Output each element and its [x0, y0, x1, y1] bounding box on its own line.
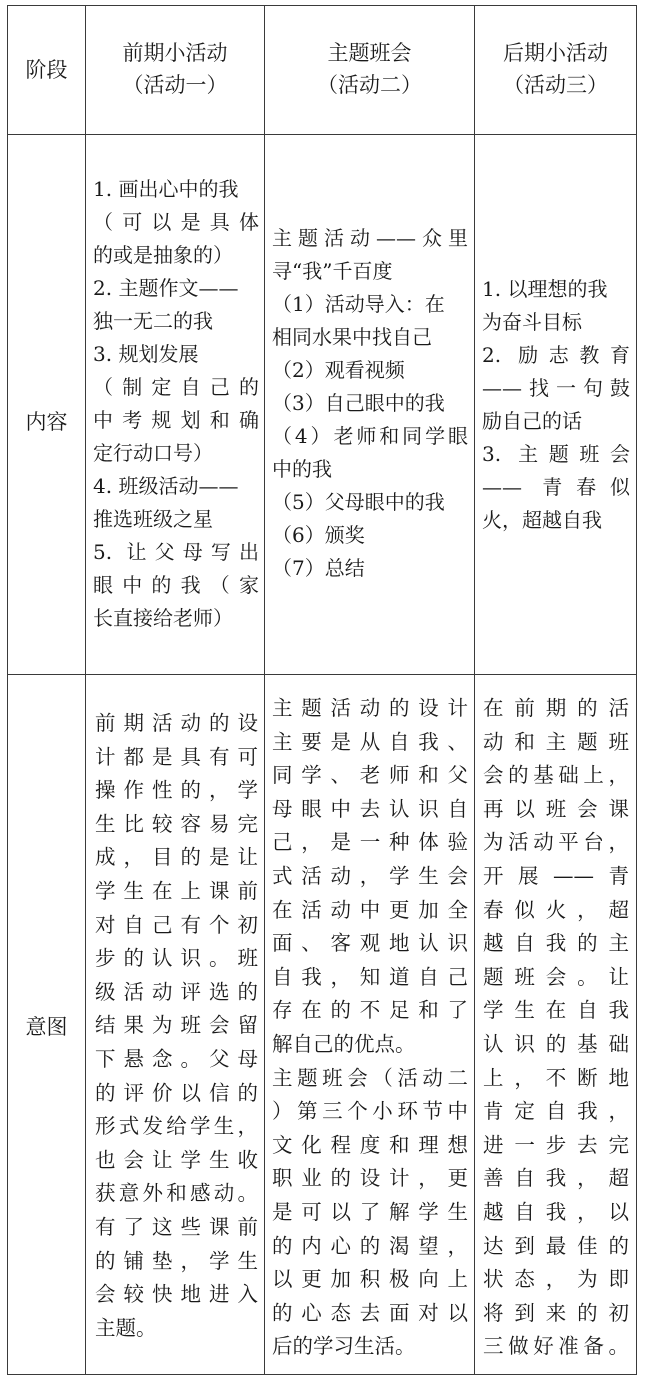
paragraph-line: 在活动中更加全 [272, 897, 468, 922]
paragraph-line: 结果为班会留 [95, 1013, 258, 1038]
paragraph-line: 将到来的初 [483, 1300, 629, 1325]
header-activity-three [475, 37, 636, 101]
paragraph-line: 学生在自我 [483, 998, 629, 1023]
table-divider-3 [474, 5, 475, 1375]
list-item: 独一无二的我 [93, 309, 213, 333]
paragraph-line: 同学、老师和父 [272, 763, 468, 788]
list-item: （4）老师和同学眼 [272, 424, 468, 448]
paragraph-line: 自我，知道自己 [272, 964, 468, 989]
content-row-label-text: 内容 [25, 410, 68, 434]
paragraph-line: 题班会。让 [483, 964, 629, 989]
paragraph-line: 面、客观地认识 [272, 931, 468, 956]
header-stage [8, 54, 85, 86]
list-item: 中考规划和确 [93, 408, 259, 432]
paragraph-line: 进一步去完 [483, 1132, 629, 1157]
list-item: 中的我 [272, 457, 332, 481]
table-border-right [636, 5, 637, 1375]
header-activity-two [265, 37, 474, 101]
paragraph-line: 形式发给学生， [95, 1114, 258, 1139]
paragraph-line: 为活动平台， [483, 830, 629, 855]
list-item: 励自己的话 [482, 409, 582, 433]
paragraph-line: 主题活动的设计 [272, 696, 468, 720]
paragraph-line: 肯定自我， [483, 1099, 629, 1124]
list-item: 2. 励志教育 [482, 343, 630, 367]
header-activity-one-sub: （活动一） [122, 73, 228, 97]
paragraph-line: 成，目的是让 [95, 845, 258, 870]
intent-row-label [8, 1011, 85, 1043]
list-item: （3）自己眼中的我 [272, 391, 445, 415]
paragraph-line: 后的学习生活。 [272, 1334, 416, 1359]
list-item: ——找一句鼓 [482, 376, 630, 400]
header-activity-one [86, 37, 264, 101]
paragraph-line: 己，是一种体验 [272, 830, 468, 855]
paragraph-line: 是可以了解学生 [272, 1199, 468, 1224]
paragraph-line: 的心态去面对以 [272, 1300, 468, 1325]
list-item: 的或是抽象的） [93, 243, 233, 267]
header-stage-text: 阶段 [25, 58, 68, 82]
list-item: （1）活动导入：在 [272, 292, 445, 316]
paragraph-line: 职业的设计，更 [272, 1166, 468, 1191]
table-divider-1 [85, 5, 86, 1375]
list-item: 主题活动——众里 [272, 226, 468, 250]
paragraph-line: 母眼中去认识自 [272, 796, 468, 821]
list-item: （5）父母眼中的我 [272, 490, 445, 514]
intent-activity-two [272, 692, 468, 1364]
paragraph-line: 上，不断地 [483, 1065, 629, 1090]
paragraph-line: 有了这些课前 [95, 1214, 258, 1239]
list-item: 4. 班级活动—— [93, 474, 239, 498]
paragraph-line: 状态，为即 [483, 1267, 629, 1292]
paragraph-line: 越自我的主 [483, 931, 629, 956]
paragraph-line: 达到最佳的 [483, 1233, 629, 1258]
paragraph-line: 主题。 [95, 1315, 157, 1340]
paragraph-line: 对自己有个初 [95, 912, 258, 937]
paragraph-line: 三做好准备。 [483, 1334, 629, 1359]
list-item: （制定自己的 [93, 375, 259, 399]
list-item: （2）观看视频 [272, 358, 405, 382]
paragraph-line: 操作性的，学 [95, 778, 258, 803]
paragraph-line: 存在的不足和了 [272, 998, 468, 1023]
paragraph-line: 以更加积极向上 [272, 1267, 468, 1292]
paragraph-line: 下悬念。父母 [95, 1046, 258, 1071]
list-item: 寻“我”千百度 [272, 259, 393, 283]
table-border-bottom [7, 1374, 637, 1375]
paragraph-line: 认识的基础 [483, 1031, 629, 1056]
paragraph-line: 开展——青 [483, 863, 629, 888]
list-item: 定行动口号） [93, 441, 213, 465]
paragraph-line: 学生在上课前 [95, 878, 258, 903]
content-activity-two [272, 222, 468, 585]
list-item: 5. 让父母写出 [93, 540, 259, 564]
paragraph-line: 也会让学生收 [95, 1147, 258, 1172]
paragraph-line: 会的基础上， [483, 763, 629, 788]
paragraph-line: 主题班会（活动二 [272, 1065, 468, 1090]
paragraph-line: 获意外和感动。 [95, 1181, 258, 1206]
intent-row-label-text: 意图 [25, 1015, 68, 1039]
paragraph-line: 文化程度和理想 [272, 1132, 468, 1157]
content-activity-three [482, 273, 630, 537]
list-item: 火，超越自我 [482, 508, 602, 532]
header-activity-three-title: 后期小活动 [503, 41, 608, 65]
paragraph-line: 主要是从自我、 [272, 729, 468, 754]
content-activity-one [93, 173, 259, 635]
paragraph-line: 步的认识。班 [95, 946, 258, 971]
list-item: 相同水果中找自己 [272, 325, 432, 349]
header-activity-two-title: 主题班会 [327, 41, 412, 65]
paragraph-line: 的评价以信的 [95, 1080, 258, 1105]
header-activity-three-sub: （活动三） [503, 73, 608, 97]
paragraph-line: 在前期的活 [483, 696, 629, 720]
list-item: 3. 规划发展 [93, 342, 199, 366]
list-item: （7）总结 [272, 556, 365, 580]
paragraph-line: 善自我，超 [483, 1166, 629, 1191]
table-border-top [7, 5, 637, 6]
paragraph-line: 式活动，学生会 [272, 863, 468, 888]
list-item: 1. 以理想的我 [482, 277, 608, 301]
header-activity-one-title: 前期小活动 [122, 41, 228, 65]
list-item: （可以是具体 [93, 210, 259, 234]
list-item: 推选班级之星 [93, 507, 213, 531]
table-border-left [7, 5, 8, 1375]
paragraph-line: 春似火，超 [483, 897, 629, 922]
intent-activity-three [483, 692, 629, 1364]
list-item: 3. 主题班会 [482, 442, 630, 466]
paragraph-line: 解自己的优点。 [272, 1031, 416, 1056]
paragraph-line: 级活动评选的 [95, 979, 258, 1004]
intent-activity-one [95, 707, 258, 1345]
paragraph-line: ）第三个小环节中 [272, 1099, 468, 1124]
header-row-divider [7, 134, 637, 135]
content-row-label [8, 406, 85, 438]
table-divider-2 [264, 5, 265, 1375]
header-activity-two-sub: （活动二） [317, 73, 422, 97]
paragraph-line: 计都是具有可 [95, 744, 258, 769]
paragraph-line: 生比较容易完 [95, 811, 258, 836]
paragraph-line: 的铺垫，学生 [95, 1248, 258, 1273]
content-row-divider [7, 674, 637, 675]
list-item: 长直接给老师） [93, 606, 233, 630]
paragraph-line: 的内心的渴望， [272, 1233, 468, 1258]
paragraph-line: 前期活动的设 [95, 711, 258, 735]
paragraph-line: 越自我，以 [483, 1199, 629, 1224]
paragraph-line: 会较快地进入 [95, 1282, 258, 1307]
paragraph-line: 再以班会课 [483, 796, 629, 821]
list-item: （6）颁奖 [272, 523, 365, 547]
list-item: 眼中的我（家 [93, 573, 259, 597]
list-item: 为奋斗目标 [482, 310, 582, 334]
paragraph-line: 动和主题班 [483, 729, 629, 754]
list-item: 2. 主题作文—— [93, 276, 239, 300]
list-item: —— 青春似 [482, 475, 630, 499]
list-item: 1. 画出心中的我 [93, 177, 239, 201]
